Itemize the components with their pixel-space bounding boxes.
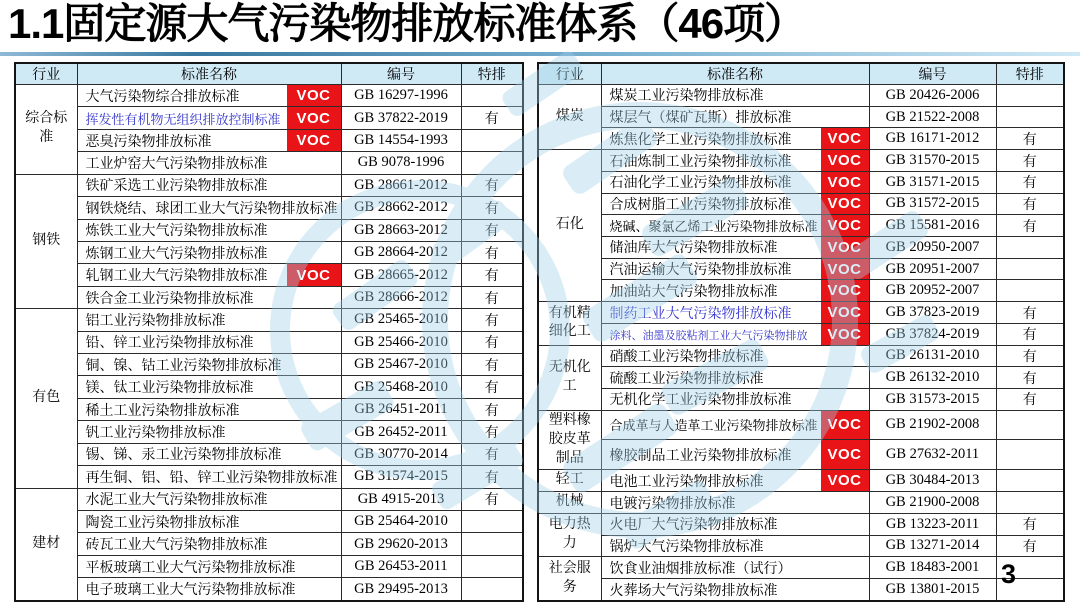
standard-code-cell: GB 20951-2007	[869, 258, 996, 280]
special-emission-cell: 有	[996, 215, 1064, 237]
standard-name-cell	[77, 107, 341, 129]
special-emission-cell: 有	[461, 443, 523, 465]
table-row	[538, 258, 1064, 280]
voc-badge: VOC	[287, 264, 341, 286]
standard-name-cell	[601, 258, 869, 280]
standard-code-cell: GB 20952-2007	[869, 280, 996, 302]
industry-cell: 电力热力	[538, 513, 601, 556]
standard-name-cell	[601, 557, 869, 579]
standard-code-cell: GB 15581-2016	[869, 215, 996, 237]
table-row	[15, 152, 523, 174]
voc-badge: VOC	[821, 193, 869, 215]
special-emission-cell	[996, 237, 1064, 259]
voc-badge: VOC	[821, 258, 869, 280]
standard-name: 煤层气（煤矿瓦斯）排放标准	[609, 111, 792, 127]
special-emission-cell: 有	[996, 193, 1064, 215]
table-row	[15, 219, 523, 241]
industry-cell: 煤炭	[538, 85, 601, 150]
table-row	[538, 302, 1064, 324]
standard-code-cell: GB 37824-2019	[869, 323, 996, 345]
table-row	[538, 439, 1064, 470]
standard-name: 硝酸工业污染物排放标准	[609, 349, 764, 365]
special-emission-cell: 有	[996, 128, 1064, 150]
special-emission-cell	[996, 280, 1064, 302]
column-header-1: 标准名称	[601, 63, 869, 85]
voc-badge: VOC	[821, 128, 869, 150]
table-row	[15, 533, 523, 555]
standard-code-cell: GB 28666-2012	[341, 286, 461, 308]
standard-name-cell	[77, 286, 341, 308]
standard-name-cell	[601, 323, 869, 345]
standard-code-cell: GB 28662-2012	[341, 197, 461, 219]
right-table	[537, 62, 1063, 602]
table-row	[538, 579, 1064, 601]
standard-name: 电镀污染物排放标准	[609, 496, 736, 512]
standard-code-cell: GB 21522-2008	[869, 106, 996, 128]
voc-badge: VOC	[821, 410, 869, 439]
industry-cell: 有色	[15, 309, 77, 488]
industry-cell: 机械	[538, 492, 601, 514]
standard-code-cell: GB 26453-2011	[341, 555, 461, 577]
special-emission-cell: 有	[461, 331, 523, 353]
standard-name-cell	[601, 470, 869, 492]
column-header-2: 编号	[341, 63, 461, 85]
standard-name-cell	[77, 152, 341, 174]
standard-name: 炼焦化学工业污染物排放标准	[609, 132, 792, 148]
standard-name: 钢铁烧结、球团工业大气污染物排放标准	[85, 201, 338, 217]
standard-name-cell	[77, 555, 341, 577]
standard-name-cell	[77, 331, 341, 353]
table-row	[538, 513, 1064, 535]
table-row	[15, 174, 523, 196]
standard-name-cell	[601, 492, 869, 514]
industry-cell: 无机化工	[538, 345, 601, 410]
table-row	[15, 421, 523, 443]
industry-cell: 塑料橡胶皮革制品	[538, 410, 601, 470]
industry-cell: 建材	[15, 488, 77, 601]
standard-name-cell	[77, 398, 341, 420]
standard-name-cell	[77, 174, 341, 196]
standard-name: 炼铁工业大气污染物排放标准	[85, 224, 268, 240]
standard-name-cell	[77, 309, 341, 331]
table-row	[15, 241, 523, 263]
table-row	[15, 555, 523, 577]
voc-badge: VOC	[821, 323, 869, 345]
table-row	[538, 85, 1064, 107]
standard-name: 铅、锌工业污染物排放标准	[85, 336, 254, 352]
standard-name-cell	[77, 354, 341, 376]
standard-code-cell: GB 25466-2010	[341, 331, 461, 353]
column-header-0: 行业	[538, 63, 601, 85]
standard-name-cell	[601, 171, 869, 193]
standard-code-cell: GB 30484-2013	[869, 470, 996, 492]
table-row	[538, 389, 1064, 411]
special-emission-cell	[996, 85, 1064, 107]
special-emission-cell: 有	[461, 197, 523, 219]
special-emission-cell	[461, 85, 523, 107]
table-row	[538, 492, 1064, 514]
standard-name-cell	[77, 85, 341, 107]
special-emission-cell	[996, 470, 1064, 492]
standard-name-cell	[77, 241, 341, 263]
standard-name: 无机化学工业污染物排放标准	[609, 393, 792, 409]
standard-name: 挥发性有机物无组织排放控制标准	[85, 111, 281, 127]
industry-cell: 有机精细化工	[538, 302, 601, 345]
standard-code-cell: GB 20950-2007	[869, 237, 996, 259]
standard-name-cell	[601, 410, 869, 439]
standard-code-cell: GB 18483-2001	[869, 557, 996, 579]
standard-name: 合成树脂工业污染物排放标准	[609, 197, 792, 213]
standard-name-cell	[77, 488, 341, 510]
industry-cell: 综合标准	[15, 85, 77, 175]
standard-name: 合成革与人造革工业污染物排放标准	[609, 418, 818, 434]
table-row	[15, 354, 523, 376]
standard-name: 轧钢工业大气污染物排放标准	[85, 269, 268, 285]
table-row	[15, 466, 523, 488]
voc-badge: VOC	[287, 129, 341, 151]
standard-name-cell	[601, 193, 869, 215]
special-emission-cell: 有	[461, 309, 523, 331]
standard-name: 陶瓷工业污染物排放标准	[85, 515, 240, 531]
standard-code-cell: GB 29620-2013	[341, 533, 461, 555]
standard-code-cell: GB 29495-2013	[341, 578, 461, 601]
standard-name: 橡胶制品工业污染物排放标准	[609, 448, 792, 464]
table-row	[15, 286, 523, 308]
special-emission-cell: 有	[461, 264, 523, 286]
standard-name: 涂料、油墨及胶粘剂工业大气污染物排放	[609, 329, 808, 342]
special-emission-cell: 有	[996, 150, 1064, 172]
table-row	[538, 535, 1064, 557]
standard-name: 储油库大气污染物排放标准	[609, 241, 778, 257]
standard-name-cell	[601, 150, 869, 172]
table-row	[15, 264, 523, 286]
special-emission-cell: 有	[461, 466, 523, 488]
standard-name-cell	[601, 237, 869, 259]
standard-name-cell	[77, 443, 341, 465]
column-header-3: 特排	[461, 63, 523, 85]
table-row	[538, 557, 1064, 579]
table-row	[15, 578, 523, 601]
special-emission-cell: 有	[461, 421, 523, 443]
special-emission-cell: 有	[461, 354, 523, 376]
column-header-0: 行业	[15, 63, 77, 85]
standard-code-cell: GB 26132-2010	[869, 367, 996, 389]
standard-code-cell: GB 25467-2010	[341, 354, 461, 376]
special-emission-cell: 有	[461, 107, 523, 129]
special-emission-cell	[461, 555, 523, 577]
industry-cell: 轻工	[538, 470, 601, 492]
table-row	[15, 331, 523, 353]
standard-name: 烧碱、聚氯乙烯工业污染物排放标准	[609, 219, 818, 235]
table-row	[15, 488, 523, 510]
standard-name: 火电厂大气污染物排放标准	[609, 518, 778, 534]
industry-cell: 钢铁	[15, 174, 77, 309]
standard-name: 电子玻璃工业大气污染物排放标准	[85, 583, 296, 599]
standard-name: 饮食业油烟排放标准（试行）	[609, 561, 792, 577]
standard-name-cell	[77, 264, 341, 286]
table-row	[538, 367, 1064, 389]
left-standards-table	[14, 62, 524, 602]
standard-name: 煤炭工业污染物排放标准	[609, 89, 764, 105]
table-row	[538, 280, 1064, 302]
standard-code-cell: GB 13223-2011	[869, 513, 996, 535]
standard-code-cell: GB 25464-2010	[341, 511, 461, 533]
standard-code-cell: GB 16297-1996	[341, 85, 461, 107]
special-emission-cell: 有	[996, 535, 1064, 557]
standard-name-cell	[77, 533, 341, 555]
standard-name-cell	[601, 280, 869, 302]
table-row	[538, 193, 1064, 215]
standard-name-cell	[601, 389, 869, 411]
standard-name-cell	[601, 345, 869, 367]
voc-badge: VOC	[821, 302, 869, 324]
standard-name-cell	[77, 197, 341, 219]
special-emission-cell	[996, 439, 1064, 470]
standard-name-cell	[601, 215, 869, 237]
special-emission-cell: 有	[461, 376, 523, 398]
table-row	[15, 197, 523, 219]
voc-badge: VOC	[821, 439, 869, 470]
standard-name: 锡、锑、汞工业污染物排放标准	[85, 448, 282, 464]
standard-code-cell: GB 4915-2013	[341, 488, 461, 510]
standard-code-cell: GB 31570-2015	[869, 150, 996, 172]
table-row	[538, 215, 1064, 237]
special-emission-cell: 有	[461, 286, 523, 308]
standard-code-cell: GB 21902-2008	[869, 410, 996, 439]
standard-name: 再生铜、铝、铅、锌工业污染物排放标准	[85, 470, 338, 486]
table-row	[538, 128, 1064, 150]
standard-name-cell	[601, 367, 869, 389]
special-emission-cell	[461, 129, 523, 151]
table-row	[15, 398, 523, 420]
left-table	[14, 62, 522, 602]
standard-name-cell	[77, 421, 341, 443]
special-emission-cell	[461, 511, 523, 533]
column-header-3: 特排	[996, 63, 1064, 85]
standard-name: 汽油运输大气污染物排放标准	[609, 263, 792, 279]
standard-name: 水泥工业大气污染物排放标准	[85, 493, 268, 509]
special-emission-cell: 有	[996, 367, 1064, 389]
table-row	[538, 106, 1064, 128]
industry-cell: 石化	[538, 150, 601, 302]
standard-name: 石油化学工业污染物排放标准	[609, 176, 792, 192]
standard-code-cell: GB 31571-2015	[869, 171, 996, 193]
standard-code-cell: GB 27632-2011	[869, 439, 996, 470]
table-row	[15, 376, 523, 398]
table-row	[538, 150, 1064, 172]
standard-name: 钒工业污染物排放标准	[85, 426, 226, 442]
standard-code-cell: GB 25465-2010	[341, 309, 461, 331]
standard-code-cell: GB 28665-2012	[341, 264, 461, 286]
voc-badge: VOC	[821, 470, 869, 492]
standard-name: 砖瓦工业大气污染物排放标准	[85, 538, 268, 554]
standard-code-cell: GB 16171-2012	[869, 128, 996, 150]
column-header-2: 编号	[869, 63, 996, 85]
standard-name: 铁合金工业污染物排放标准	[85, 291, 254, 307]
special-emission-cell: 有	[996, 345, 1064, 367]
title-underline	[0, 52, 1080, 56]
standard-name: 火葬场大气污染物排放标准	[609, 583, 778, 599]
standard-name-cell	[77, 376, 341, 398]
voc-badge: VOC	[821, 280, 869, 302]
special-emission-cell: 有	[461, 398, 523, 420]
special-emission-cell: 有	[996, 389, 1064, 411]
standard-code-cell: GB 14554-1993	[341, 129, 461, 151]
table-row	[15, 129, 523, 151]
standard-name-cell	[601, 106, 869, 128]
standard-code-cell: GB 28663-2012	[341, 219, 461, 241]
special-emission-cell	[461, 578, 523, 601]
standard-name: 炼钢工业大气污染物排放标准	[85, 246, 268, 262]
standard-code-cell: GB 37823-2019	[869, 302, 996, 324]
standard-code-cell: GB 9078-1996	[341, 152, 461, 174]
standard-code-cell: GB 31572-2015	[869, 193, 996, 215]
table-row	[15, 511, 523, 533]
standard-name: 锅炉大气污染物排放标准	[609, 539, 764, 555]
standard-name-cell	[77, 129, 341, 151]
voc-badge: VOC	[821, 237, 869, 259]
special-emission-cell	[996, 410, 1064, 439]
standard-name-cell	[77, 466, 341, 488]
standard-name: 恶臭污染物排放标准	[85, 134, 212, 150]
standard-code-cell: GB 28661-2012	[341, 174, 461, 196]
table-row	[538, 323, 1064, 345]
special-emission-cell	[996, 106, 1064, 128]
standard-code-cell: GB 20426-2006	[869, 85, 996, 107]
special-emission-cell	[996, 492, 1064, 514]
standard-name: 石油炼制工业污染物排放标准	[609, 154, 792, 170]
table-row	[15, 443, 523, 465]
standard-name-cell	[601, 579, 869, 601]
standard-name: 稀土工业污染物排放标准	[85, 403, 240, 419]
special-emission-cell: 有	[996, 513, 1064, 535]
standard-code-cell: GB 21900-2008	[869, 492, 996, 514]
voc-badge: VOC	[287, 107, 341, 129]
standard-code-cell: GB 26131-2010	[869, 345, 996, 367]
table-row	[538, 410, 1064, 439]
standard-name: 铁矿采选工业污染物排放标准	[85, 179, 268, 195]
standard-name: 铝工业污染物排放标准	[85, 313, 226, 329]
standard-name-cell	[601, 302, 869, 324]
standard-name-cell	[601, 128, 869, 150]
standard-name-cell	[77, 511, 341, 533]
voc-badge: VOC	[287, 85, 341, 107]
standard-name: 硫酸工业污染物排放标准	[609, 371, 764, 387]
standard-code-cell: GB 31574-2015	[341, 466, 461, 488]
special-emission-cell: 有	[461, 241, 523, 263]
standard-name: 平板玻璃工业大气污染物排放标准	[85, 560, 296, 576]
industry-cell: 社会服务	[538, 557, 601, 601]
standard-code-cell: GB 31573-2015	[869, 389, 996, 411]
standard-name: 工业炉窑大气污染物排放标准	[85, 156, 268, 172]
standard-name: 制药工业大气污染物排放标准	[609, 306, 792, 322]
standard-name-cell	[601, 513, 869, 535]
standard-code-cell: GB 13801-2015	[869, 579, 996, 601]
special-emission-cell: 有	[461, 219, 523, 241]
voc-badge: VOC	[821, 215, 869, 237]
table-row	[538, 237, 1064, 259]
standard-name-cell	[601, 535, 869, 557]
voc-badge: VOC	[821, 171, 869, 193]
standard-name-cell	[601, 439, 869, 470]
standard-name: 大气污染物综合排放标准	[85, 89, 240, 105]
standard-code-cell: GB 28664-2012	[341, 241, 461, 263]
table-row	[538, 345, 1064, 367]
special-emission-cell	[461, 533, 523, 555]
column-header-1: 标准名称	[77, 63, 341, 85]
special-emission-cell: 有	[996, 323, 1064, 345]
special-emission-cell: 有	[996, 302, 1064, 324]
table-row	[538, 470, 1064, 492]
standard-name: 镁、钛工业污染物排放标准	[85, 381, 254, 397]
standard-name: 铜、镍、钴工业污染物排放标准	[85, 358, 282, 374]
standard-name-cell	[77, 219, 341, 241]
standard-code-cell: GB 26451-2011	[341, 398, 461, 420]
voc-badge: VOC	[821, 150, 869, 172]
standard-code-cell: GB 13271-2014	[869, 535, 996, 557]
standard-code-cell: GB 26452-2011	[341, 421, 461, 443]
special-emission-cell: 有	[461, 174, 523, 196]
special-emission-cell: 有	[996, 171, 1064, 193]
table-row	[15, 107, 523, 129]
standard-name-cell	[601, 85, 869, 107]
right-standards-table	[537, 62, 1065, 602]
standard-code-cell: GB 30770-2014	[341, 443, 461, 465]
special-emission-cell	[461, 152, 523, 174]
page-title: 1.1固定源大气污染物排放标准体系（46项）	[8, 0, 806, 47]
standard-name: 加油站大气污染物排放标准	[609, 284, 778, 300]
table-row	[15, 85, 523, 107]
page-number: 3	[1001, 559, 1017, 589]
special-emission-cell	[996, 258, 1064, 280]
table-row	[15, 309, 523, 331]
standard-code-cell: GB 37822-2019	[341, 107, 461, 129]
standard-name: 电池工业污染物排放标准	[609, 474, 764, 490]
table-row	[538, 171, 1064, 193]
special-emission-cell: 有	[461, 488, 523, 510]
standard-name-cell	[77, 578, 341, 601]
standard-code-cell: GB 25468-2010	[341, 376, 461, 398]
